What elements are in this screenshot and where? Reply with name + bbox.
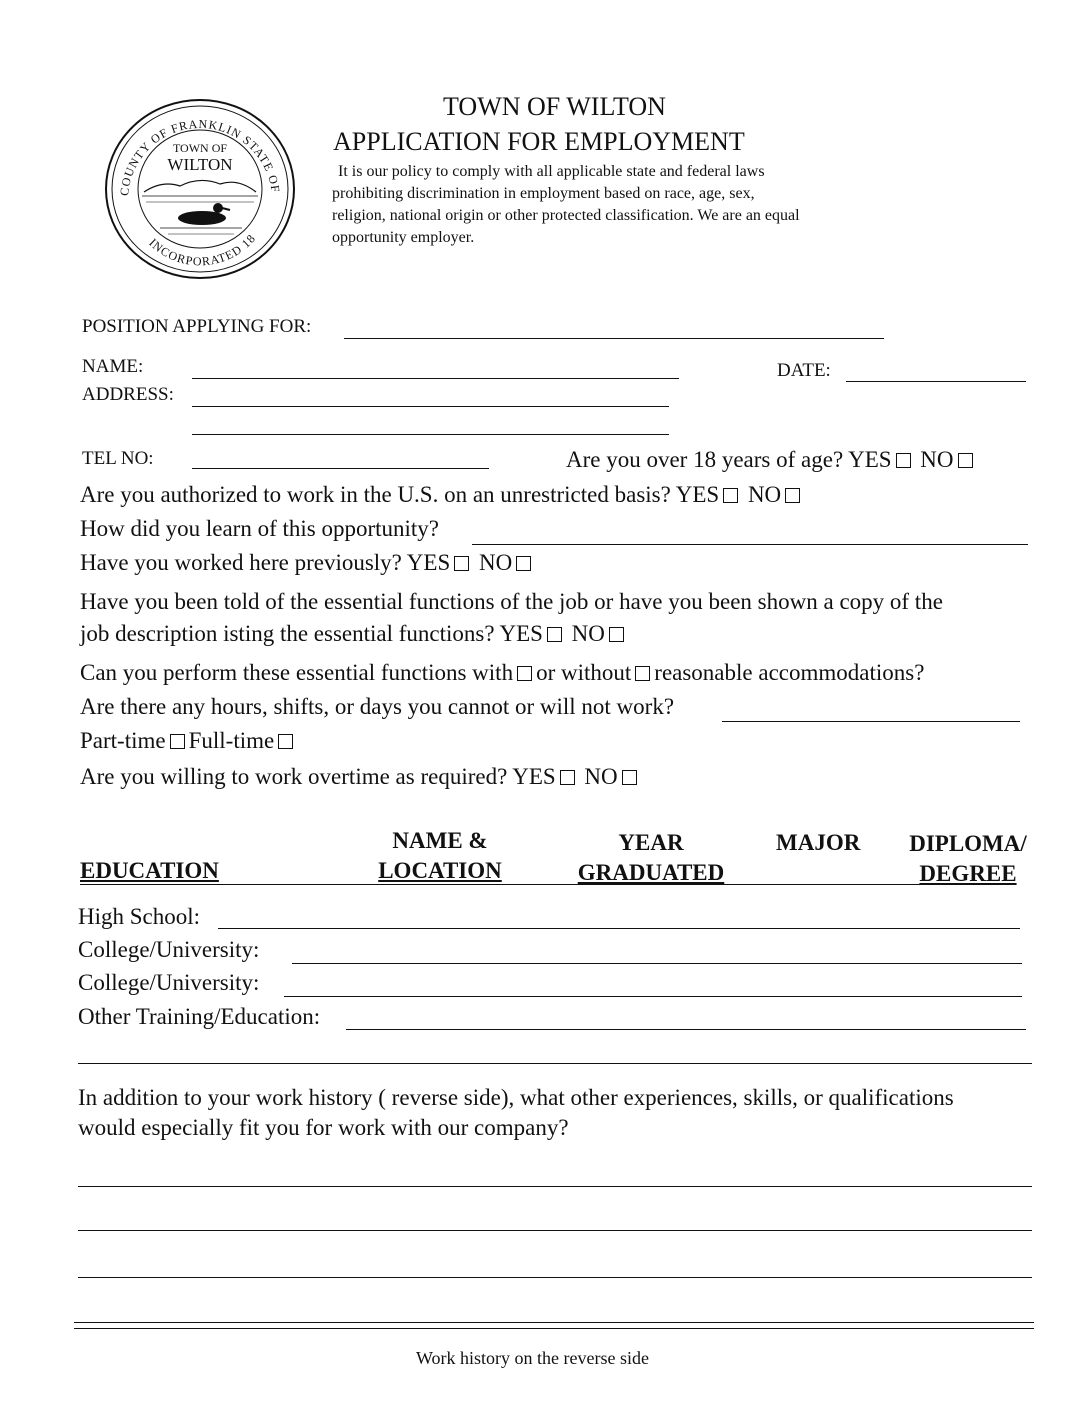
essential-no-checkbox[interactable] xyxy=(609,627,624,642)
policy-line-4: opportunity employer. xyxy=(332,229,475,246)
part-time-label: Part-time xyxy=(80,728,166,753)
authorized-no-checkbox[interactable] xyxy=(785,488,800,503)
col-name-line-2: LOCATION xyxy=(378,858,502,883)
date-label: DATE: xyxy=(777,360,831,381)
age-yes-label: YES xyxy=(848,447,892,472)
perform-without-checkbox[interactable] xyxy=(635,666,650,681)
town-seal xyxy=(102,96,298,282)
hours-field[interactable] xyxy=(722,721,1020,722)
col-major: MAJOR xyxy=(776,830,861,855)
full-time-checkbox[interactable] xyxy=(278,734,293,749)
overtime-no-checkbox[interactable] xyxy=(622,770,637,785)
other-training-field[interactable] xyxy=(346,1029,1026,1030)
previously-yes-checkbox[interactable] xyxy=(454,556,469,571)
authorized-question xyxy=(80,482,804,508)
tel-label: TEL NO: xyxy=(82,448,154,469)
education-heading: EDUCATION xyxy=(80,858,219,883)
policy-line-3: religion, national origin or other protected classification. We are an equal xyxy=(332,207,800,224)
previously-no-label: NO xyxy=(479,550,513,575)
authorized-no-label: NO xyxy=(747,482,782,507)
essential-no-label: NO xyxy=(571,621,605,646)
seal-inner-line1: TOWN OF xyxy=(172,141,228,155)
additional-answer-line-3[interactable] xyxy=(78,1277,1032,1278)
footer-rule xyxy=(74,1328,1034,1329)
col-name-line-1: NAME & xyxy=(392,828,488,853)
hours-question: Are there any hours, shifts, or days you cannot or will not work? xyxy=(80,694,675,719)
col-diploma-degree xyxy=(900,829,1036,889)
position-field[interactable] xyxy=(344,338,884,339)
education-header-rule xyxy=(80,884,1006,885)
previously-question-text: Have you worked here previously? xyxy=(80,550,402,575)
age-yes-checkbox[interactable] xyxy=(896,453,911,468)
address-field-line-1[interactable] xyxy=(192,406,669,407)
policy-line-1: It is our policy to comply with all applicable state and federal laws xyxy=(338,163,765,180)
age-no-checkbox[interactable] xyxy=(958,453,973,468)
previously-yes-label: YES xyxy=(406,550,451,575)
overtime-no-label: NO xyxy=(584,764,618,789)
perform-question-text-b: or without xyxy=(536,660,632,685)
essential-question-line-2 xyxy=(80,621,628,647)
high-school-field[interactable] xyxy=(218,928,1020,929)
education-row-high-school: High School: xyxy=(78,904,201,929)
col-year-line-2: GRADUATED xyxy=(577,860,725,885)
seal-ring-bottom: INCORPORATED 18 xyxy=(146,231,259,269)
previously-no-checkbox[interactable] xyxy=(516,556,531,571)
footer-note: Work history on the reverse side xyxy=(416,1348,649,1368)
perform-question xyxy=(80,660,924,686)
seal-ring-top: COUNTY OF FRANKLIN STATE OF xyxy=(117,116,283,197)
col-year-graduated xyxy=(566,828,736,888)
perform-with-checkbox[interactable] xyxy=(517,666,532,681)
age-no-label: NO xyxy=(920,447,954,472)
perform-question-text-a: Can you perform these essential functions with xyxy=(80,660,514,685)
additional-answer-line-2[interactable] xyxy=(78,1230,1032,1231)
education-row-college-2: College/University: xyxy=(78,970,260,995)
perform-question-text-c: reasonable accommodations? xyxy=(654,660,925,685)
part-time-checkbox[interactable] xyxy=(170,734,185,749)
col-year-line-1: YEAR xyxy=(618,830,684,855)
college-1-field[interactable] xyxy=(292,963,1022,964)
additional-answer-line-1[interactable] xyxy=(78,1186,1032,1187)
additional-question-line-1: In addition to your work history ( reverse side), what other experiences, skills, or qualifications xyxy=(78,1085,954,1110)
address-field-line-2[interactable] xyxy=(192,434,669,435)
college-2-field[interactable] xyxy=(284,996,1022,997)
overtime-yes-label: YES xyxy=(512,764,556,789)
col-name-location xyxy=(358,826,522,886)
seal-inner-line2: WILTON xyxy=(167,155,233,174)
employment-type xyxy=(80,728,297,754)
essential-question-line-1: Have you been told of the essential functions of the job or have you been shown a copy of the xyxy=(80,589,943,614)
additional-question-line-2: would especially fit you for work with our company? xyxy=(78,1115,569,1140)
education-row-other: Other Training/Education: xyxy=(78,1004,321,1029)
position-label: POSITION APPLYING FOR: xyxy=(82,316,312,337)
policy-line-2: prohibiting discrimination in employment based on race, age, sex, xyxy=(332,185,755,202)
overtime-question-text: Are you willing to work overtime as required? xyxy=(80,764,508,789)
other-training-field-2[interactable] xyxy=(78,1063,1032,1064)
age-question xyxy=(566,447,977,473)
col-diploma-line-1: DIPLOMA/ xyxy=(909,831,1027,856)
col-diploma-line-2: DEGREE xyxy=(919,861,1017,886)
age-question-text: Are you over 18 years of age? xyxy=(566,447,844,472)
address-label: ADDRESS: xyxy=(82,384,174,405)
learn-question: How did you learn of this opportunity? xyxy=(80,516,440,541)
essential-yes-checkbox[interactable] xyxy=(547,627,562,642)
date-field[interactable] xyxy=(846,381,1026,382)
name-label: NAME: xyxy=(82,356,144,377)
form-title-application: APPLICATION FOR EMPLOYMENT xyxy=(333,127,745,156)
previously-question xyxy=(80,550,535,576)
essential-question-text: job description isting the essential functions? xyxy=(80,621,495,646)
authorized-yes-checkbox[interactable] xyxy=(723,488,738,503)
name-field[interactable] xyxy=(192,378,679,379)
overtime-question xyxy=(80,764,641,790)
full-time-label: Full-time xyxy=(188,728,275,753)
overtime-yes-checkbox[interactable] xyxy=(560,770,575,785)
tel-field[interactable] xyxy=(192,468,489,469)
additional-answer-line-4[interactable] xyxy=(74,1322,1034,1323)
learn-field[interactable] xyxy=(472,544,1028,545)
education-row-college-1: College/University: xyxy=(78,937,260,962)
authorized-question-text: Are you authorized to work in the U.S. on an unrestricted basis? xyxy=(80,482,671,507)
authorized-yes-label: YES xyxy=(675,482,720,507)
form-title-town: TOWN OF WILTON xyxy=(443,92,666,121)
essential-yes-label: YES xyxy=(499,621,543,646)
